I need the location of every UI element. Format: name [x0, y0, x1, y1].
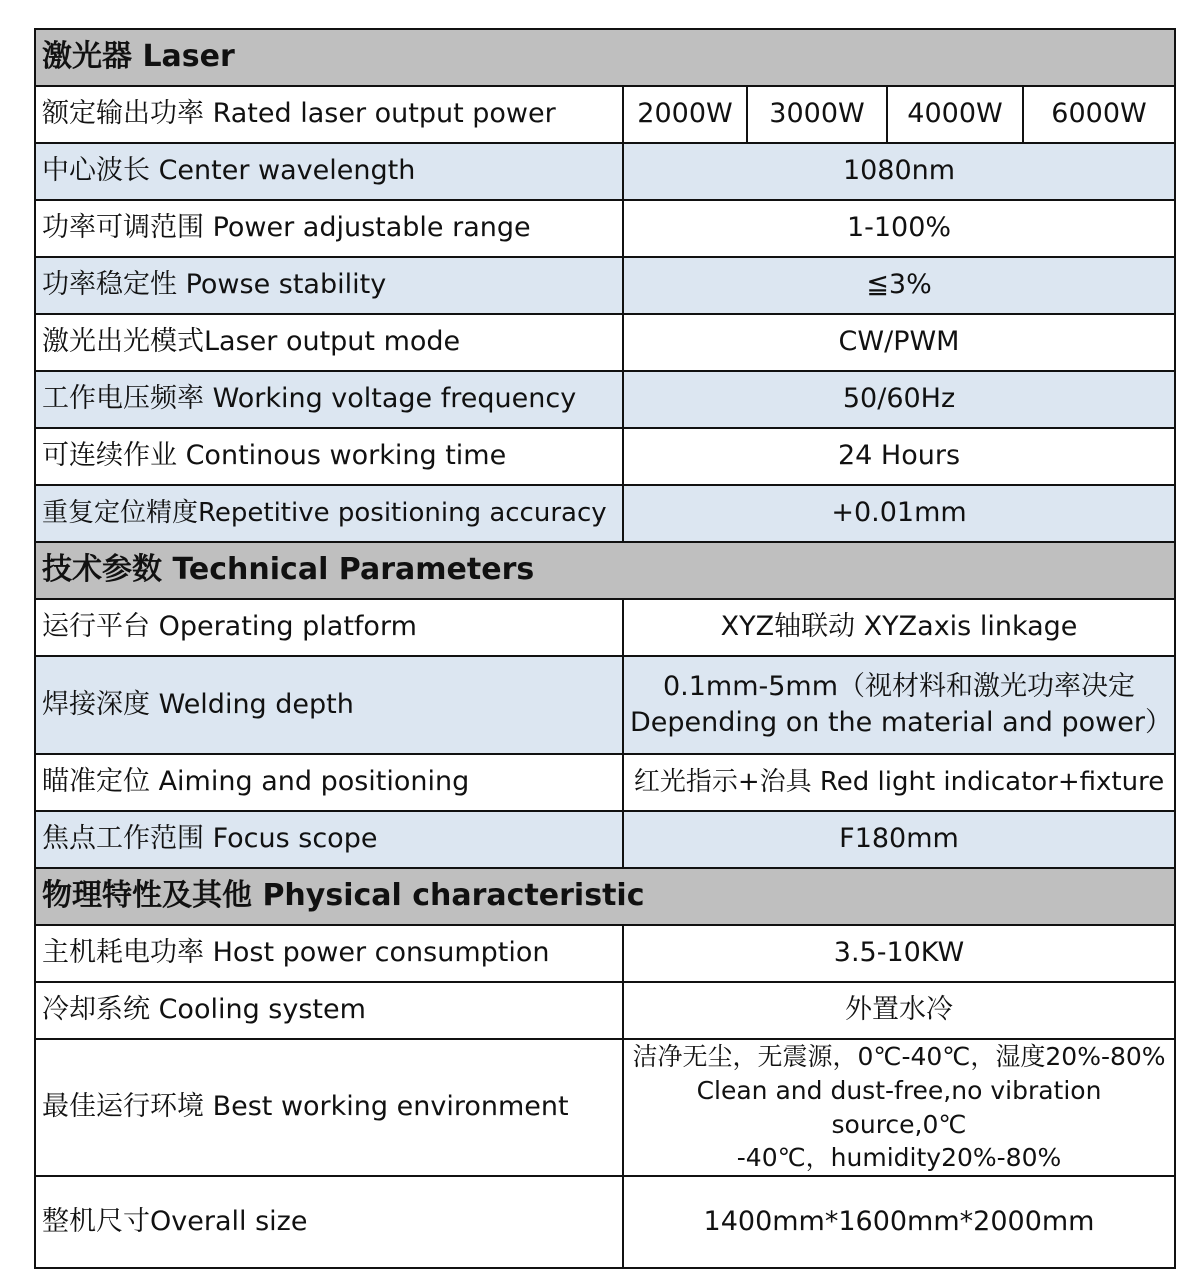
spec-row-operating-platform	[35, 599, 1175, 656]
spec-row-focus-scope	[35, 811, 1175, 868]
value-line: -40℃，humidity20%-80%	[736, 1143, 1062, 1173]
spec-row-environment	[35, 1039, 1175, 1176]
spec-value	[623, 1039, 1175, 1176]
power-value-6000: 6000W	[1023, 86, 1175, 143]
spec-row-welding-depth	[35, 656, 1175, 754]
spec-row-wavelength	[35, 143, 1175, 200]
spec-value: 24 Hours	[623, 428, 1175, 485]
spec-row-cooling	[35, 982, 1175, 1039]
spec-value: F180mm	[623, 811, 1175, 868]
value-line: Depending on the material and power）	[630, 707, 1172, 738]
spec-label: 额定输出功率 Rated laser output power	[35, 86, 623, 143]
value-line: Clean and dust-free,no vibration source,0℃	[696, 1075, 1102, 1139]
spec-row-output-mode	[35, 314, 1175, 371]
spec-row-voltage-frequency	[35, 371, 1175, 428]
spec-label: 整机尺寸Overall size	[35, 1176, 623, 1268]
spec-value: XYZ轴联动 XYZaxis linkage	[623, 599, 1175, 656]
section-header-technical	[35, 542, 1175, 599]
spec-label: 工作电压频率 Working voltage frequency	[35, 371, 623, 428]
spec-row-power-range	[35, 200, 1175, 257]
spec-label: 中心波长 Center wavelength	[35, 143, 623, 200]
spec-label: 主机耗电功率 Host power consumption	[35, 925, 623, 982]
spec-label: 可连续作业 Continous working time	[35, 428, 623, 485]
spec-label: 重复定位精度Repetitive positioning accuracy	[35, 485, 623, 542]
spec-value: 50/60Hz	[623, 371, 1175, 428]
value-line: 洁净无尘，无震源，0℃-40℃，湿度20%-80%	[632, 1042, 1166, 1071]
spec-row-host-power	[35, 925, 1175, 982]
spec-value: ≦3%	[623, 257, 1175, 314]
power-value-4000: 4000W	[887, 86, 1023, 143]
power-value-3000: 3000W	[747, 86, 887, 143]
spec-row-aiming	[35, 754, 1175, 811]
spec-value	[623, 656, 1175, 754]
spec-label: 冷却系统 Cooling system	[35, 982, 623, 1039]
spec-row-power-stability	[35, 257, 1175, 314]
section-title: 技术参数 Technical Parameters	[35, 542, 1175, 599]
spec-row-overall-size	[35, 1176, 1175, 1268]
spec-row-working-time	[35, 428, 1175, 485]
spec-value: 1-100%	[623, 200, 1175, 257]
spec-value: 1400mm*1600mm*2000mm	[623, 1176, 1175, 1268]
spec-value: CW/PWM	[623, 314, 1175, 371]
section-title: 物理特性及其他 Physical characteristic	[35, 868, 1175, 925]
spec-label: 功率稳定性 Powse stability	[35, 257, 623, 314]
spec-value: 外置水冷	[623, 982, 1175, 1039]
section-header-laser	[35, 29, 1175, 86]
section-header-physical	[35, 868, 1175, 925]
spec-label: 瞄准定位 Aiming and positioning	[35, 754, 623, 811]
spec-label: 焦点工作范围 Focus scope	[35, 811, 623, 868]
spec-row-positioning-accuracy	[35, 485, 1175, 542]
spec-table	[34, 28, 1176, 1269]
spec-label: 功率可调范围 Power adjustable range	[35, 200, 623, 257]
spec-value: +0.01mm	[623, 485, 1175, 542]
spec-value: 3.5-10KW	[623, 925, 1175, 982]
section-title: 激光器 Laser	[35, 29, 1175, 86]
spec-label: 运行平台 Operating platform	[35, 599, 623, 656]
spec-value: 红光指示+治具 Red light indicator+fixture	[623, 754, 1175, 811]
value-line: 0.1mm-5mm（视材料和激光功率决定	[662, 670, 1136, 702]
spec-label: 激光出光模式Laser output mode	[35, 314, 623, 371]
power-value-2000: 2000W	[623, 86, 747, 143]
spec-value: 1080nm	[623, 143, 1175, 200]
spec-row-rated-power	[35, 86, 1175, 143]
spec-label: 焊接深度 Welding depth	[35, 656, 623, 754]
spec-label: 最佳运行环境 Best working environment	[35, 1039, 623, 1176]
